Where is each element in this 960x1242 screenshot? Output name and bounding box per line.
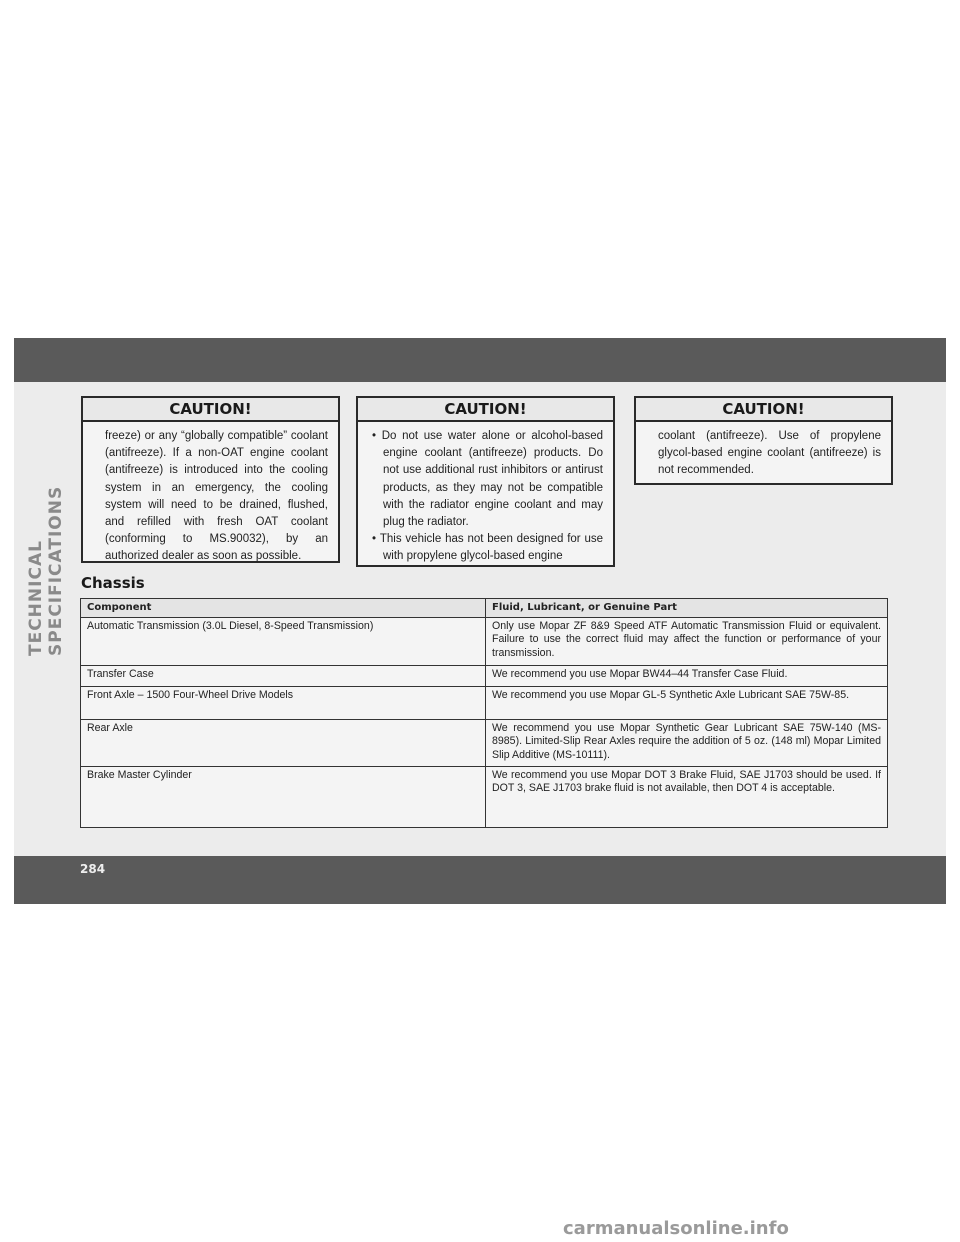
table-row xyxy=(81,766,888,827)
page-number: 284 xyxy=(80,862,106,876)
fluid-cell: We recommend you use Mopar DOT 3 Brake Fluid, SAE J1703 should be used. If DOT 3, SAE J1703 brake fluid is not available, then DOT 4 is acceptable. xyxy=(486,766,888,827)
fluid-cell: Only use Mopar ZF 8&9 Speed ATF Automatic Transmission Fluid or equivalent. Failure to use the correct fluid may affect the function or performance of your transmission. xyxy=(486,617,888,665)
caution-box-1 xyxy=(81,396,340,563)
footer-banner xyxy=(14,856,946,904)
caution-heading: CAUTION! xyxy=(83,398,338,422)
component-cell: Brake Master Cylinder xyxy=(81,766,486,827)
site-watermark: carmanualsonline.info xyxy=(563,1218,789,1239)
table-row xyxy=(81,686,888,719)
column-header-component: Component xyxy=(81,599,486,618)
fluid-cell: We recommend you use Mopar BW44–44 Transfer Case Fluid. xyxy=(486,665,888,686)
table-row xyxy=(81,719,888,766)
caution-text: freeze) or any “globally compatible” coolant (antifreeze). If a non-OAT engine coolant (antifreeze) is introduced into the cooling system in an emergency, the cooling system will need to be drained, flushed, and refilled with fresh OAT coolant (conforming to MS.90032), by an authorized dealer as soon as possible. xyxy=(105,430,328,563)
fluid-cell: We recommend you use Mopar Synthetic Gear Lubricant SAE 75W-140 (MS-8985). Limited-Slip Rear Axles require the addition of 5 oz. (148 ml) Mopar Limited Slip Additive (MS-10111). xyxy=(486,719,888,766)
caution-text: coolant (antifreeze). Use of propylene glycol-based engine coolant (antifreeze) is not recommended. xyxy=(658,430,881,477)
table-row xyxy=(81,617,888,665)
caution-box-3 xyxy=(634,396,893,485)
column-header-fluid: Fluid, Lubricant, or Genuine Part xyxy=(486,599,888,618)
caution-heading: CAUTION! xyxy=(636,398,891,422)
component-cell: Rear Axle xyxy=(81,719,486,766)
caution-box-2 xyxy=(356,396,615,567)
caution-bullet-list xyxy=(372,428,603,566)
caution-body xyxy=(636,422,891,483)
section-title-chassis: Chassis xyxy=(81,574,145,592)
caution-heading: CAUTION! xyxy=(358,398,613,422)
caution-bullet: • This vehicle has not been designed for use with propylene glycol-based engine xyxy=(372,531,603,565)
top-banner xyxy=(14,338,946,382)
caution-body xyxy=(358,422,613,565)
chassis-fluids-table xyxy=(80,598,888,828)
section-tab-label: TECHNICAL SPECIFICATIONS xyxy=(26,485,66,656)
caution-body xyxy=(83,422,338,561)
fluid-cell: We recommend you use Mopar GL-5 Synthetic Axle Lubricant SAE 75W-85. xyxy=(486,686,888,719)
caution-bullet: • Do not use water alone or alcohol-based engine coolant (antifreeze) products. Do not use additional rust inhibitors or antirust products, as they may not be compatible with the radiator engine coolant and may plug the radiator. xyxy=(372,428,603,531)
table-header-row xyxy=(81,599,888,618)
component-cell: Front Axle – 1500 Four-Wheel Drive Models xyxy=(81,686,486,719)
component-cell: Automatic Transmission (3.0L Diesel, 8-Speed Transmission) xyxy=(81,617,486,665)
table-row xyxy=(81,665,888,686)
component-cell: Transfer Case xyxy=(81,665,486,686)
